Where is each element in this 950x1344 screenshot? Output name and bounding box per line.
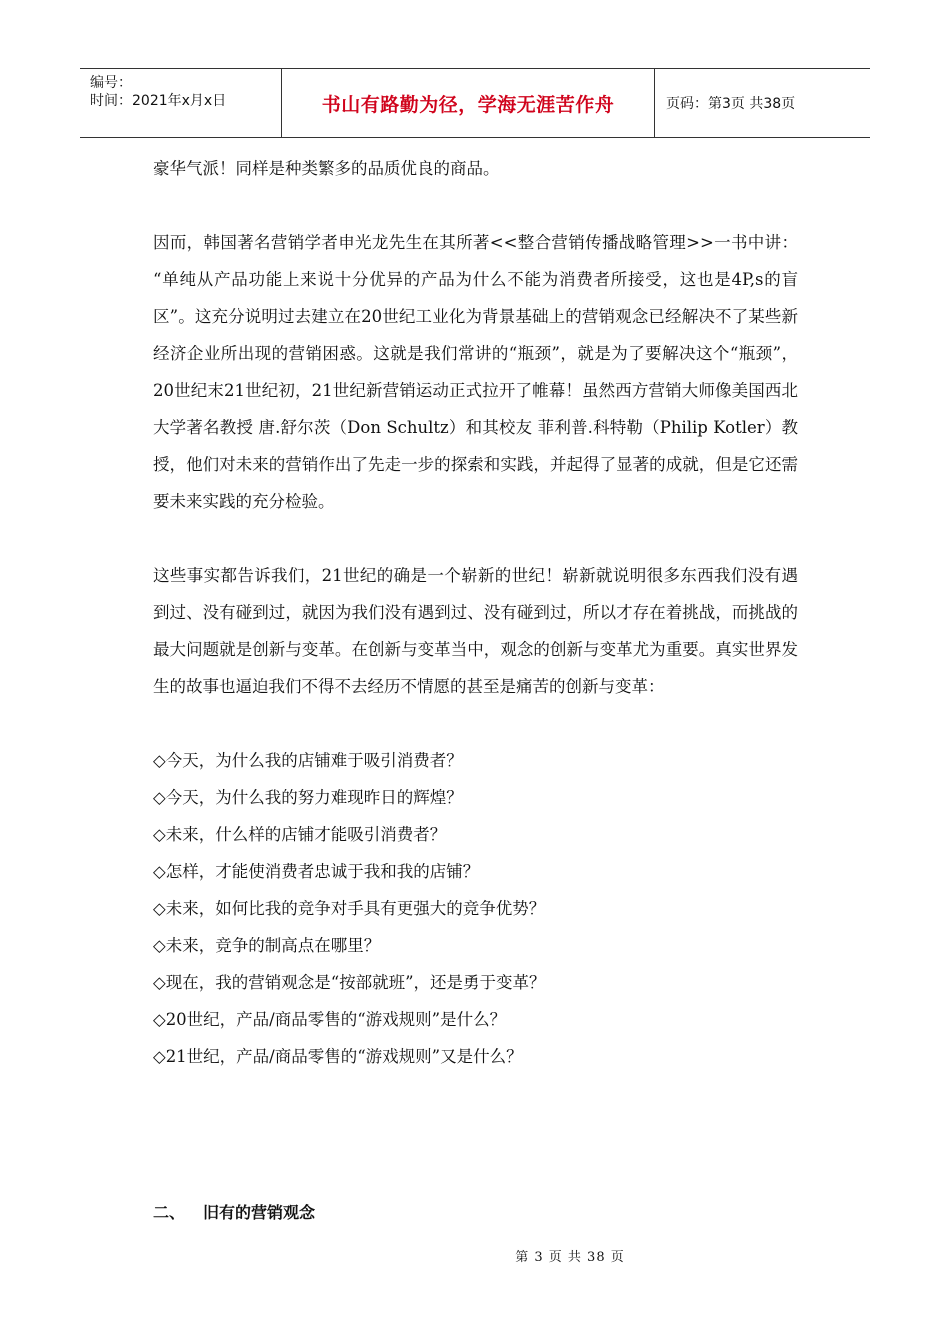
paragraph-3: 这些事实都告诉我们，21世纪的确是一个崭新的世纪！崭新就说明很多东西我们没有遇到过、没有碰到过，就因为我们没有遇到过、没有碰到过，所以才存在着挑战，而挑战的最大问题就是创新与变革。在创新与变革当中，观念的创新与变革尤为重要。真实世界发生的故事也逼迫我们不得不去经历不情愿的甚至是痛苦的创新与变革： xyxy=(153,566,798,696)
list-item: ◇现在，我的营销观念是“按部就班”，还是勇于变革？ xyxy=(153,973,546,992)
paragraph-1: 豪华气派！同样是种类繁多的品质优良的商品。 xyxy=(153,159,500,178)
page-header xyxy=(80,68,870,138)
date-label: 时间：2021年x月x日 xyxy=(90,93,227,109)
header-motto: 书山有路勤为径，学海无涯苦作舟 xyxy=(282,69,655,137)
list-item: ◇怎样，才能使消费者忠诚于我和我的店铺？ xyxy=(153,862,480,881)
section-number: 二、 xyxy=(153,1203,186,1222)
list-item: ◇未来，竞争的制高点在哪里？ xyxy=(153,936,381,955)
question-list xyxy=(153,742,798,1075)
page-footer: 第 3 页 共 38 页 xyxy=(515,1250,625,1265)
list-item: ◇未来，如何比我的竞争对手具有更强大的竞争优势？ xyxy=(153,899,546,918)
header-page-info: 页码：第3页 共38页 xyxy=(666,96,796,112)
list-item: ◇未来，什么样的店铺才能吸引消费者？ xyxy=(153,825,447,844)
list-item: ◇今天，为什么我的店铺难于吸引消费者？ xyxy=(153,751,463,770)
serial-label: 编号： xyxy=(90,75,132,91)
list-item: ◇21世纪，产品/商品零售的“游戏规则”又是什么？ xyxy=(153,1047,523,1066)
header-meta xyxy=(80,69,282,137)
document-body xyxy=(153,150,798,1075)
section-title: 旧有的营销观念 xyxy=(203,1203,316,1222)
list-item: ◇20世纪，产品/商品零售的“游戏规则”是什么？ xyxy=(153,1010,507,1029)
paragraph-2: 因而，韩国著名营销学者申光龙先生在其所著<<整合营销传播战略管理>>一书中讲： “单纯从产品功能上来说十分优异的产品为什么不能为消费者所接受，这也是4P,s的盲区”。这充分说明过去建立在20世纪工业化为背景基础上的营销观念已经解决不了某些新经济企业所出现的营销困惑。这就是我们常讲的“瓶颈”，就是为了要解决这个“瓶颈”，20世纪末21世纪初，21世纪新营销运动正式拉开了帷幕！虽然西方营销大师像美国西北大学著名教授 唐.舒尔茨（Don Schultz）和其校友 菲利普.科特勒（Philip Kotler）教授，他们对未来的营销作出了先走一步的探索和实践，并起得了显著的成就，但是它还需要未来实践的充分检验。 xyxy=(153,233,798,511)
section-heading xyxy=(153,1200,315,1223)
list-item: ◇今天，为什么我的努力难现昨日的辉煌？ xyxy=(153,788,463,807)
